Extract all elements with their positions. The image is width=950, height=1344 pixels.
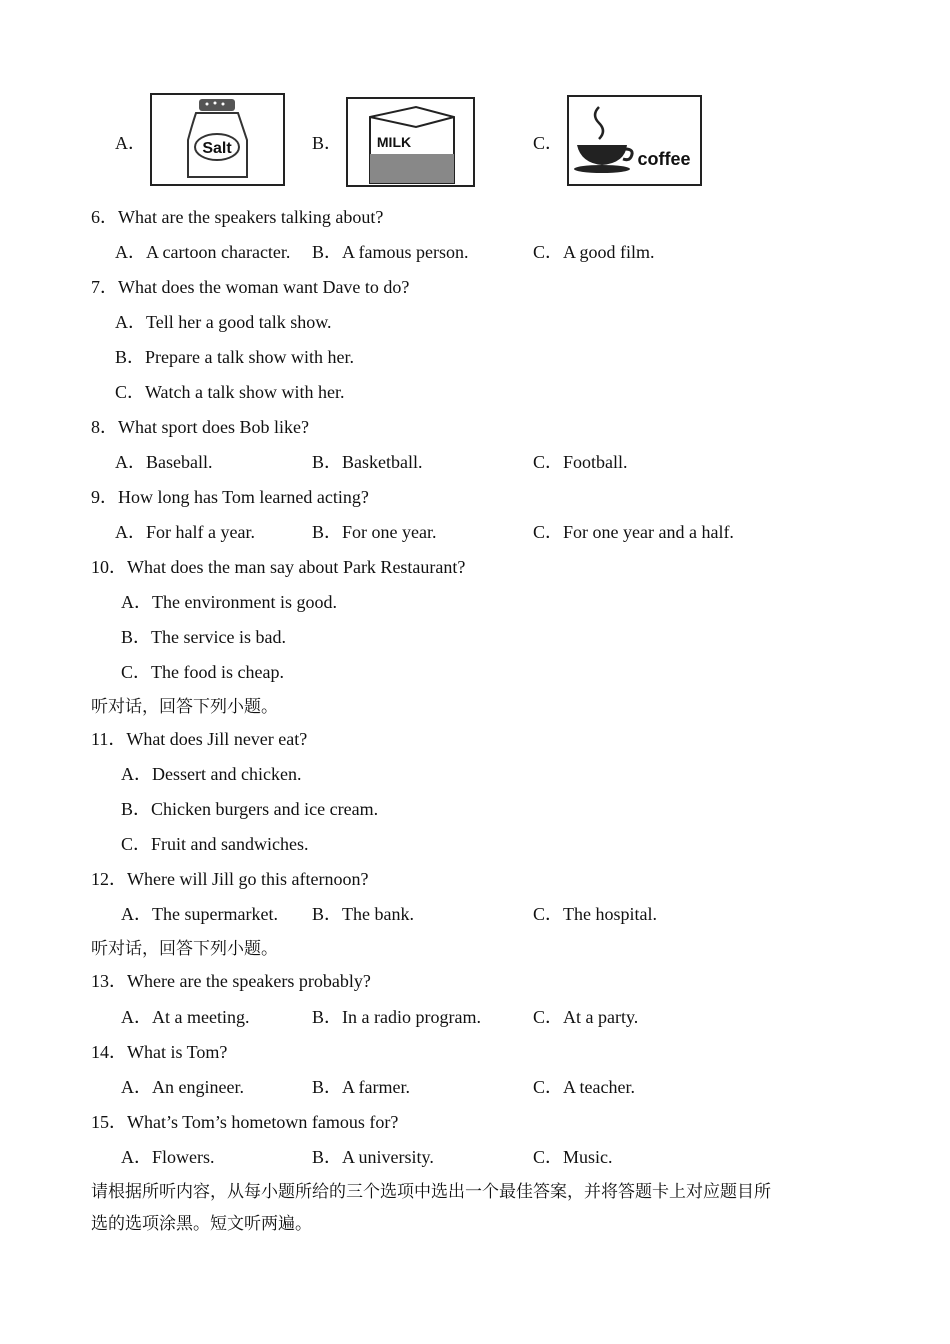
picture-option-b xyxy=(346,97,475,187)
q7-option-a: A．Tell her a good talk show. xyxy=(115,312,332,332)
q14-option-a: A．An engineer. xyxy=(121,1077,244,1097)
q13-option-b: B．In a radio program. xyxy=(312,1007,481,1027)
salt-shaker-icon xyxy=(152,95,283,184)
question-14: 14．What is Tom? xyxy=(91,1042,228,1062)
question-9: 9．How long has Tom learned acting? xyxy=(91,487,369,507)
q11-option-b: B．Chicken burgers and ice cream. xyxy=(121,799,379,819)
q12-option-c: C．The hospital. xyxy=(533,904,657,924)
salt-label: Salt xyxy=(202,140,232,157)
q13-option-c: C．At a party. xyxy=(533,1007,639,1027)
q15-option-c: C．Music. xyxy=(533,1147,613,1167)
passage-instruction-line-2: 选的选项涂黑。短文听两遍。 xyxy=(91,1214,312,1234)
q7-option-b: B．Prepare a talk show with her. xyxy=(115,347,354,367)
passage-instruction-line-1: 请根据所听内容，从每小题所给的三个选项中选出一个最佳答案，并将答题卡上对应题目所 xyxy=(91,1182,771,1202)
question-7: 7．What does the woman want Dave to do? xyxy=(91,277,410,297)
q6-option-c: C．A good film. xyxy=(533,242,655,262)
q8-option-b: B．Basketball. xyxy=(312,452,423,472)
q9-option-a: A．For half a year. xyxy=(115,522,255,542)
q13-option-a: A．At a meeting. xyxy=(121,1007,250,1027)
q9-option-c: C．For one year and a half. xyxy=(533,522,734,542)
picture-option-a xyxy=(150,93,285,186)
section-instruction-1: 听对话，回答下列小题。 xyxy=(91,697,278,717)
question-15: 15．What’s Tom’s hometown famous for? xyxy=(91,1112,399,1132)
q8-option-c: C．Football. xyxy=(533,452,628,472)
q6-option-a: A．A cartoon character. xyxy=(115,242,291,262)
question-10: 10．What does the man say about Park Restaurant? xyxy=(91,557,466,577)
question-12: 12．Where will Jill go this afternoon? xyxy=(91,869,369,889)
q15-option-a: A．Flowers. xyxy=(121,1147,215,1167)
picture-option-c xyxy=(567,95,702,186)
picture-option-a-letter: A． xyxy=(115,133,146,153)
milk-carton-icon xyxy=(348,99,473,185)
milk-label: MILK xyxy=(376,134,412,150)
q10-option-a: A．The environment is good. xyxy=(121,592,337,612)
question-11: 11．What does Jill never eat? xyxy=(91,729,308,749)
q15-option-b: B．A university. xyxy=(312,1147,434,1167)
picture-option-c-letter: C． xyxy=(533,133,564,153)
q12-option-b: B．The bank. xyxy=(312,904,414,924)
q10-option-b: B．The service is bad. xyxy=(121,627,286,647)
q14-option-b: B．A farmer. xyxy=(312,1077,410,1097)
q12-option-a: A．The supermarket. xyxy=(121,904,278,924)
coffee-cup-icon xyxy=(569,97,700,184)
question-13: 13．Where are the speakers probably? xyxy=(91,971,371,991)
q8-option-a: A．Baseball. xyxy=(115,452,213,472)
q11-option-c: C．Fruit and sandwiches. xyxy=(121,834,309,854)
question-8: 8．What sport does Bob like? xyxy=(91,417,309,437)
section-instruction-2: 听对话，回答下列小题。 xyxy=(91,939,278,959)
q9-option-b: B．For one year. xyxy=(312,522,437,542)
q11-option-a: A．Dessert and chicken. xyxy=(121,764,302,784)
question-6: 6．What are the speakers talking about? xyxy=(91,207,384,227)
q14-option-c: C．A teacher. xyxy=(533,1077,635,1097)
q7-option-c: C．Watch a talk show with her. xyxy=(115,382,345,402)
coffee-label: coffee xyxy=(637,149,691,169)
picture-option-b-letter: B． xyxy=(312,133,343,153)
q10-option-c: C．The food is cheap. xyxy=(121,662,284,682)
q6-option-b: B．A famous person. xyxy=(312,242,469,262)
